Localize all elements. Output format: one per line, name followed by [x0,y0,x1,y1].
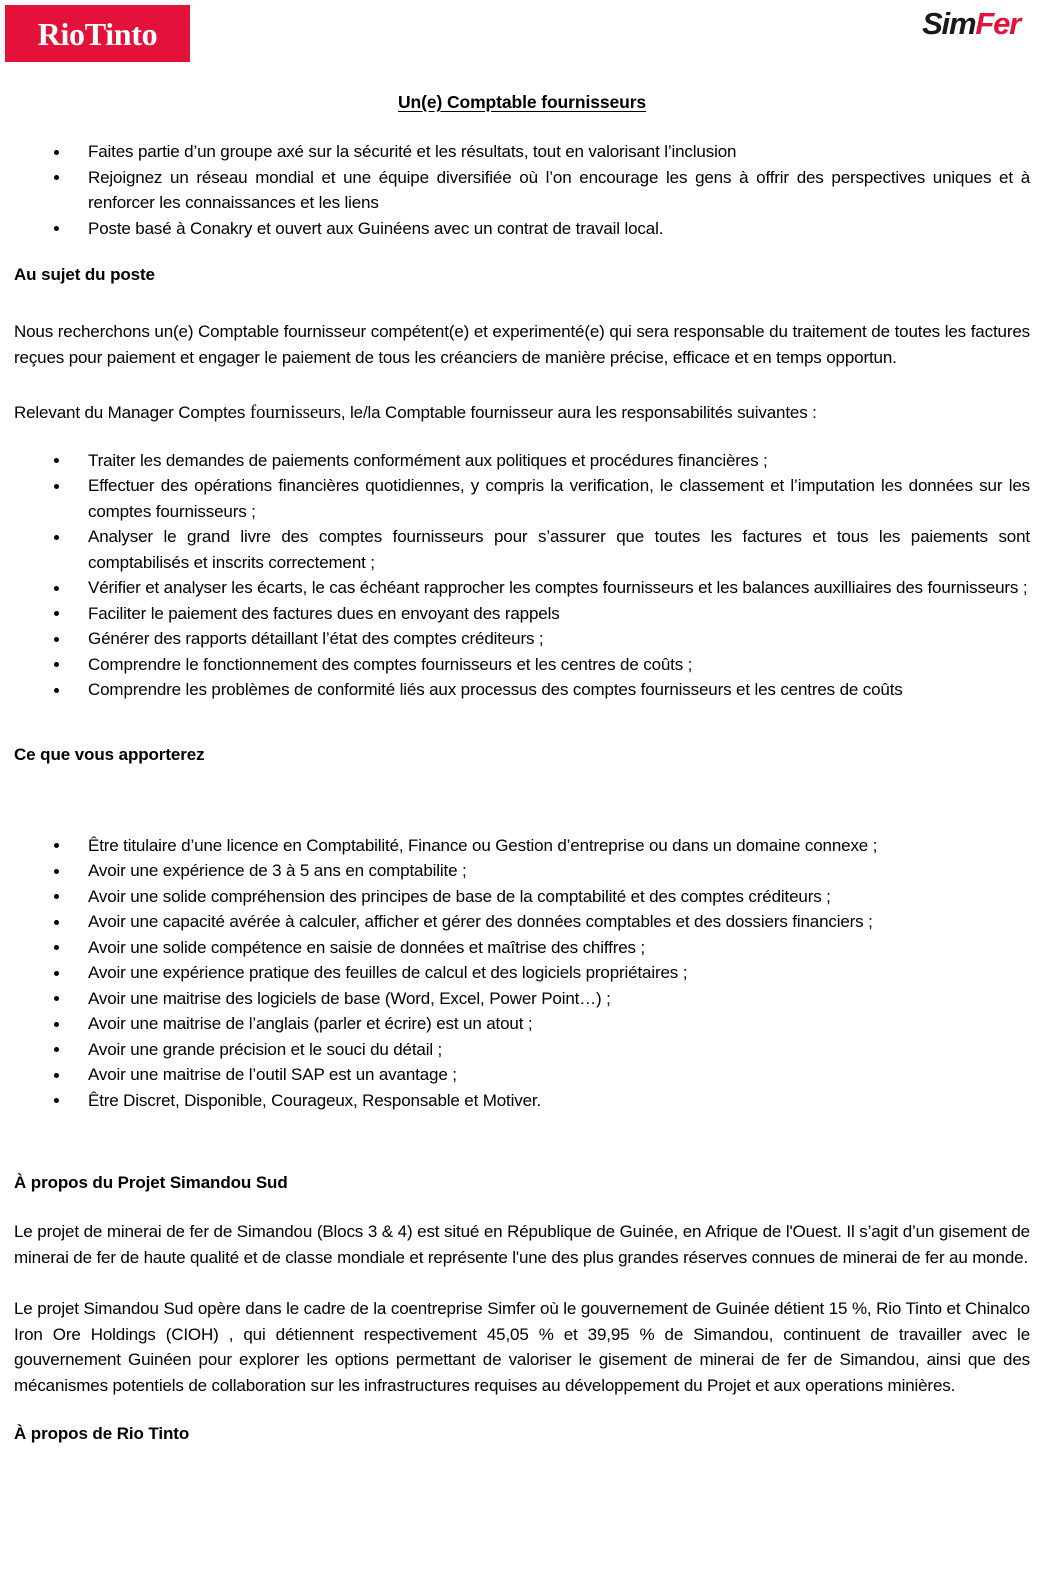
section-heading-about-role: Au sujet du poste [14,265,155,284]
simfer-wordmark-fer: Fer [975,6,1020,41]
list-item: Vérifier et analyser les écarts, le cas échéant rapprocher les comptes fournisseurs et les balances auxilliaires des fournisseurs ; [14,575,1030,601]
about-project-paragraph-1: Le projet de minerai de fer de Simandou (Blocs 3 & 4) est situé en République de Guinée, en Afrique de l'Ouest. Il s’agit d’un gisement de minerai de fer de haute qualité et de classe mondiale et représente l'une des plus grandes réserves connues de minerai de fer au monde. [14,1222,1030,1267]
reporting-line-part-2: , le/la Comptable fournisseur aura les responsabilités suivantes : [340,403,817,422]
spacer [14,285,1030,319]
document-body [0,92,1044,1444]
list-item: Comprendre le fonctionnement des comptes fournisseurs et les centres de coûts ; [14,652,1030,678]
page-header [0,0,1044,70]
spacer [14,426,1030,448]
list-item: Être titulaire d’une licence en Comptabilité, Finance ou Gestion d’entreprise ou dans un domaine connexe ; [14,833,1030,859]
riotinto-logo [5,5,190,62]
spacer [14,1113,1030,1155]
list-item: Analyser le grand livre des comptes fournisseurs pour s’assurer que toutes les factures et tous les paiements sont comptabilisés et inscrits correctement ; [14,524,1030,575]
about-role-paragraph: Nous recherchons un(e) Comptable fournisseur compétent(e) et experimenté(e) qui sera responsable du traitement de toutes les factures reçues pour paiement et engager le paiement de tous les créanciers de manière précise, efficace et en temps opportun. [14,322,1030,367]
simfer-logo [922,8,1020,39]
list-item: Rejoignez un réseau mondial et une équipe diversifiée où l’on encourage les gens à offrir des perspectives uniques et à renforcer les connaissances et les liens [14,165,1030,216]
reporting-line-paragraph [14,400,1030,426]
section-heading-what-you-bring: Ce que vous apporterez [14,744,205,764]
spacer [14,241,1030,265]
list-item: Avoir une maitrise de l’anglais (parler et écrire) est un atout ; [14,1011,1030,1037]
spacer [14,1398,1030,1424]
about-project-paragraph-2: Le projet Simandou Sud opère dans le cadre de la coentreprise Simfer où le gouvernement de Guinée détient 15 %, Rio Tinto et Chinalco Iron Ore Holdings (CIOH) , qui détiennent respectivement 45,05 % et 39,95 % de Simandou, continuent de travailler avec le gouvernement Guinéen pour explorer les options permettant de valoriser le gisement de minerai de fer de Simandou, ainsi que des mécanismes potentiels de collaboration sur les infrastructures requises au développement du Projet et aux operations minières. [14,1299,1030,1395]
list-item: Avoir une capacité avérée à calculer, afficher et gérer des données comptables et des dossiers financiers ; [14,909,1030,935]
qualifications-bullet-list [14,833,1030,1114]
list-item: Effectuer des opérations financières quotidiennes, y compris la verification, le classement et l’imputation les données sur les comptes fournisseurs ; [14,473,1030,524]
list-item: Avoir une expérience pratique des feuilles de calcul et des logiciels propriétaires ; [14,960,1030,986]
section-heading-about-riotinto: À propos de Rio Tinto [14,1424,190,1443]
list-item: Avoir une solide compréhension des principes de base de la comptabilité et des comptes créditeurs ; [14,884,1030,910]
spacer [14,113,1030,139]
riotinto-wordmark: RioTinto [37,15,158,52]
reporting-line-part-1: Relevant du Manager Comptes [14,403,250,422]
list-item: Faciliter le paiement des factures dues en envoyant des rappels [14,601,1030,627]
page-title: Un(e) Comptable fournisseurs [397,92,647,112]
spacer [14,1270,1030,1296]
list-item: Faites partie d’un groupe axé sur la sécurité et les résultats, tout en valorisant l’inclusion [14,139,1030,165]
spacer [14,1193,1030,1219]
list-item: Générer des rapports détaillant l’état des comptes créditeurs ; [14,626,1030,652]
spacer [14,703,1030,745]
reporting-line-serif-word: fournisseurs [249,402,341,423]
list-item: Avoir une solide compétence en saisie de données et maîtrise des chiffres ; [14,935,1030,961]
simfer-wordmark-sim: Sim [922,6,976,41]
section-heading-about-project: À propos du Projet Simandou Sud [14,1173,288,1192]
list-item: Avoir une expérience de 3 à 5 ans en comptabilite ; [14,858,1030,884]
list-item: Avoir une grande précision et le souci du détail ; [14,1037,1030,1063]
list-item: Être Discret, Disponible, Courageux, Responsable et Motiver. [14,1088,1030,1114]
spacer [14,807,1030,833]
list-item: Poste basé à Conakry et ouvert aux Guinéens avec un contrat de travail local. [14,216,1030,242]
list-item: Traiter les demandes de paiements conformément aux politiques et procédures financières ; [14,448,1030,474]
list-item: Comprendre les problèmes de conformité liés aux processus des comptes fournisseurs et les centres de coûts [14,677,1030,703]
spacer [14,1155,1030,1173]
intro-bullet-list [14,139,1030,241]
spacer [14,765,1030,807]
spacer [14,370,1030,400]
list-item: Avoir une maitrise de l’outil SAP est un avantage ; [14,1062,1030,1088]
responsibilities-bullet-list [14,448,1030,703]
list-item: Avoir une maitrise des logiciels de base (Word, Excel, Power Point…) ; [14,986,1030,1012]
